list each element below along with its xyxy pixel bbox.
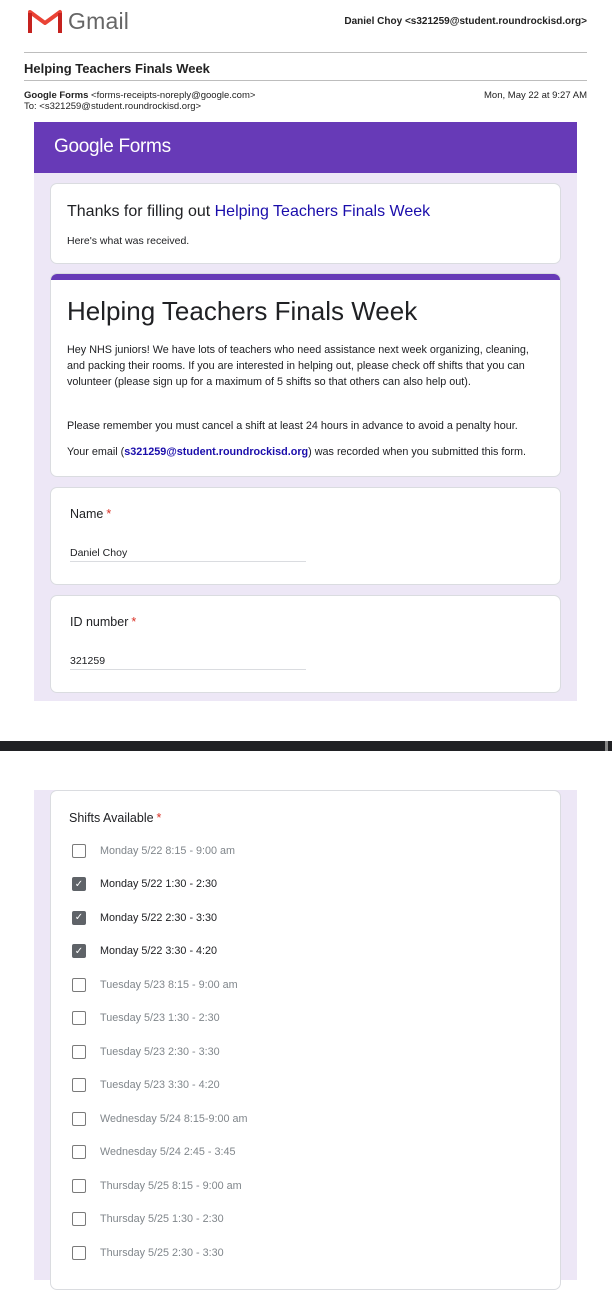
shift-option[interactable] <box>72 842 235 859</box>
received-text: Here's what was received. <box>67 235 190 247</box>
account-label: Daniel Choy <s321259@student.roundrockisd.org> <box>344 16 587 27</box>
shift-option[interactable] <box>72 1110 247 1127</box>
subject-divider <box>24 80 587 81</box>
name-answer: Daniel Choy <box>70 547 306 562</box>
shift-option-label: Tuesday 5/23 3:30 - 4:20 <box>100 1079 220 1091</box>
id-label-text: ID number <box>70 615 129 629</box>
shift-option[interactable] <box>72 943 217 960</box>
shift-option[interactable] <box>72 909 217 926</box>
email-date: Mon, May 22 at 9:27 AM <box>484 90 587 101</box>
shift-option[interactable] <box>72 1211 224 1228</box>
id-question-label <box>70 615 136 629</box>
name-question-card <box>50 487 561 585</box>
form-description: Hey NHS juniors! We have lots of teachers who need assistance next week organizing, cleaning, and packing their rooms. If you are interested in helping out, please check off shifts that you can volunteer (please sign up for a maximum of 5 shifts so that others can also help out). <box>67 344 529 388</box>
google-forms-header <box>34 122 577 173</box>
shift-option[interactable] <box>72 1177 242 1194</box>
checkbox-unchecked-icon[interactable] <box>72 1045 86 1059</box>
id-question-card <box>50 595 561 693</box>
thanks-prefix: Thanks for filling out <box>67 203 215 220</box>
gmail-logo[interactable] <box>28 6 129 36</box>
shift-option[interactable] <box>72 1010 220 1027</box>
checkbox-unchecked-icon[interactable] <box>72 844 86 858</box>
shift-option-label: Monday 5/22 1:30 - 2:30 <box>100 878 218 890</box>
name-label-text: Name <box>70 507 104 521</box>
email-note-prefix: Your email ( <box>67 446 125 458</box>
shift-option-label: Monday 5/22 2:30 - 3:30 <box>100 911 218 924</box>
required-asterisk: * <box>106 507 112 521</box>
header-divider <box>24 52 587 53</box>
shift-option[interactable] <box>72 976 238 993</box>
checkbox-checked-icon[interactable]: ✓ <box>72 877 86 891</box>
checkbox-unchecked-icon[interactable] <box>72 978 86 992</box>
email-note-suffix: ) was recorded when you submitted this form. <box>308 446 526 458</box>
checkbox-unchecked-icon[interactable] <box>72 1212 86 1226</box>
checkbox-unchecked-icon[interactable] <box>72 1112 86 1126</box>
shifts-label-text: Shifts Available <box>69 811 154 825</box>
shift-option[interactable] <box>72 1043 220 1060</box>
form-link[interactable]: Helping Teachers Finals Week <box>214 203 431 220</box>
shift-option-label: Monday 5/22 3:30 - 4:20 <box>100 945 218 957</box>
email-sender-block <box>24 90 255 112</box>
shift-option[interactable] <box>72 1077 220 1094</box>
shift-option-label: Thursday 5/25 1:30 - 2:30 <box>100 1213 224 1225</box>
divider-tick <box>605 741 608 751</box>
shift-option-label: Wednesday 5/24 2:45 - 3:45 <box>100 1146 236 1158</box>
recorded-email: s321259@student.roundrockisd.org <box>124 446 309 458</box>
form-title: Helping Teachers Finals Week <box>67 296 418 326</box>
sender-name: Google Forms <box>24 90 89 101</box>
gmail-wordmark: Gmail <box>68 7 130 34</box>
shift-option-label: Thursday 5/25 8:15 - 9:00 am <box>100 1179 242 1192</box>
google-forms-logo: Google Forms <box>54 136 171 157</box>
form-title-card <box>50 273 561 477</box>
form-accent-bar <box>51 274 560 280</box>
sender-address: <forms-receipts-noreply@google.com> <box>91 90 256 101</box>
shift-option[interactable] <box>72 1244 224 1261</box>
checkbox-checked-icon[interactable]: ✓ <box>72 911 86 925</box>
checkbox-unchecked-icon[interactable] <box>72 1246 86 1260</box>
recorded-email-note <box>67 446 526 458</box>
shift-option-label: Wednesday 5/24 8:15-9:00 am <box>100 1112 248 1125</box>
shift-option-label: Thursday 5/25 2:30 - 3:30 <box>100 1246 224 1259</box>
gmail-m-icon <box>28 9 62 33</box>
screenshot-divider <box>0 741 612 751</box>
shift-option-label: Tuesday 5/23 1:30 - 2:30 <box>100 1012 220 1024</box>
shift-option[interactable] <box>72 876 217 893</box>
required-asterisk: * <box>131 615 137 629</box>
shift-option[interactable] <box>72 1144 235 1161</box>
checkbox-checked-icon[interactable]: ✓ <box>72 944 86 958</box>
recipient-line: To: <s321259@student.roundrockisd.org> <box>24 101 202 112</box>
checkbox-unchecked-icon[interactable] <box>72 1179 86 1193</box>
checkbox-unchecked-icon[interactable] <box>72 1011 86 1025</box>
shift-option-label: Tuesday 5/23 8:15 - 9:00 am <box>100 978 238 991</box>
checkbox-unchecked-icon[interactable] <box>72 1078 86 1092</box>
thanks-card <box>50 183 561 264</box>
required-asterisk: * <box>156 811 162 825</box>
checkbox-unchecked-icon[interactable] <box>72 1145 86 1159</box>
thanks-title <box>67 203 430 221</box>
shift-option-label: Tuesday 5/23 2:30 - 3:30 <box>100 1045 220 1058</box>
shifts-question-label <box>69 811 161 825</box>
shift-option-label: Monday 5/22 8:15 - 9:00 am <box>100 844 236 857</box>
id-answer: 321259 <box>70 655 306 670</box>
name-question-label <box>70 507 111 521</box>
form-reminder: Please remember you must cancel a shift at least 24 hours in advance to avoid a penalty hour. <box>67 420 518 432</box>
email-subject: Helping Teachers Finals Week <box>24 61 210 76</box>
